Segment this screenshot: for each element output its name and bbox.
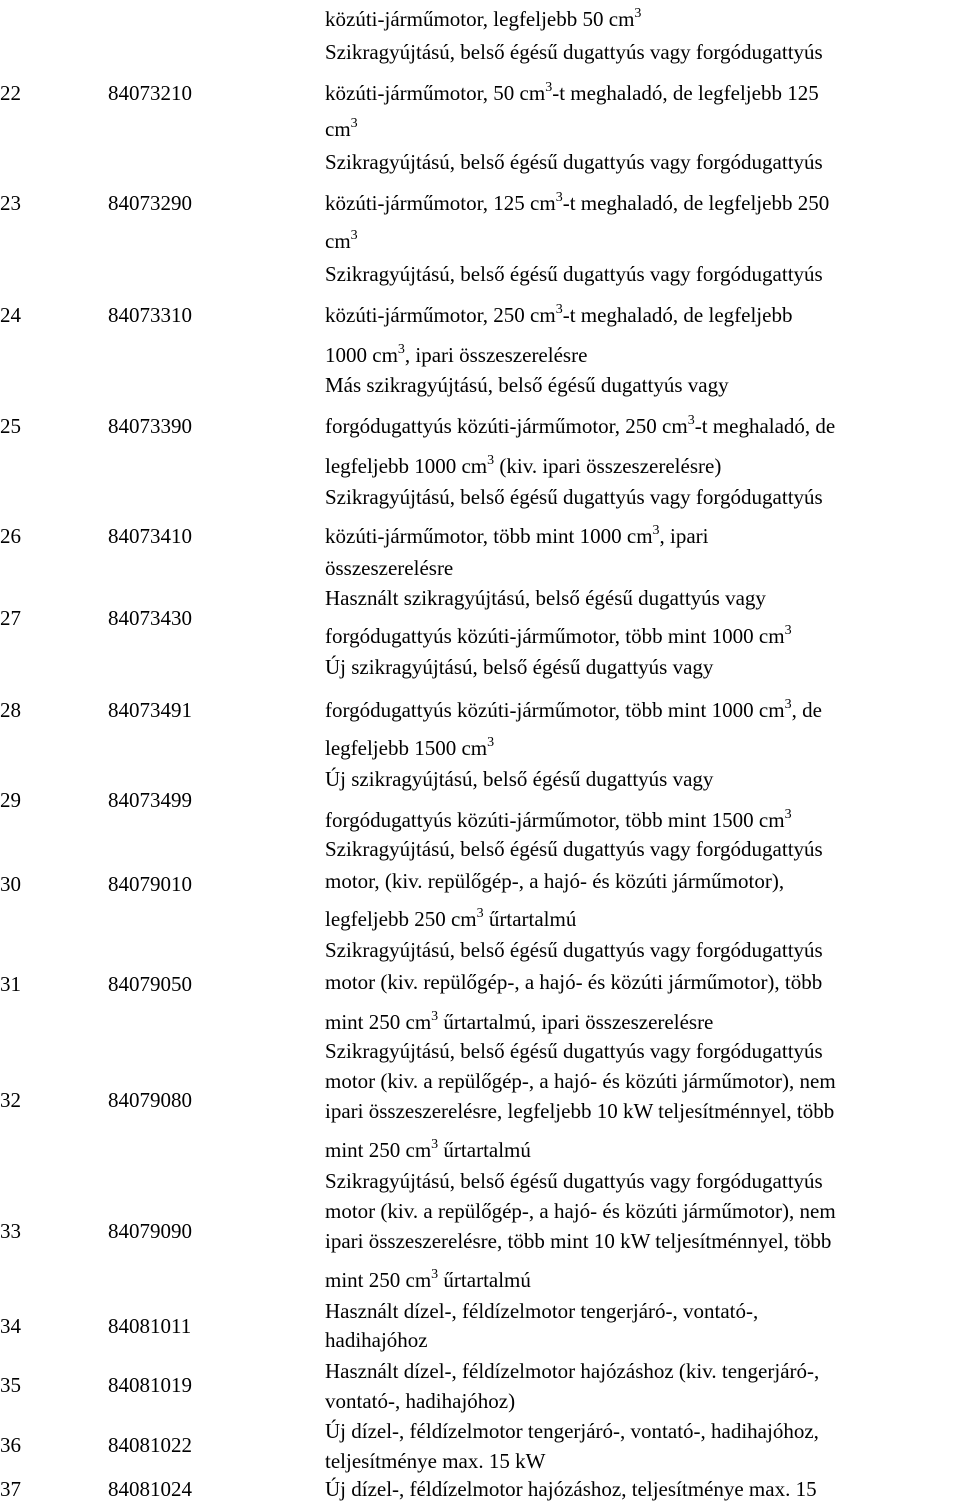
row-number: 32 xyxy=(0,1088,21,1112)
tariff-code: 84079010 xyxy=(108,872,192,896)
row-description-line: teljesítménye max. 15 kW xyxy=(325,1449,546,1473)
row-number: 30 xyxy=(0,872,21,896)
row-number: 36 xyxy=(0,1433,21,1457)
row-number: 28 xyxy=(0,698,21,722)
row-description-line: mint 250 $cm^3$ űrtartalmú xyxy=(325,1137,531,1162)
row-number: 29 xyxy=(0,788,21,812)
row-description-line: Szikragyújtású, belső égésű dugattyús vagy forgódugattyús xyxy=(325,262,823,286)
row-description-line: Szikragyújtású, belső égésű dugattyús vagy forgódugattyús xyxy=(325,837,823,861)
row-number: 35 xyxy=(0,1373,21,1397)
row-description-line: közúti-járműmotor, 125 $cm^3-t$ meghaladó, de legfeljebb 250 xyxy=(325,190,830,215)
row-number: 34 xyxy=(0,1314,21,1338)
row-description-line: vontató-, hadihajóhoz) xyxy=(325,1389,516,1413)
tariff-code: 84079050 xyxy=(108,972,192,996)
row-description-line: közúti-járműmotor, 250 $cm^3-t$ meghaladó, de legfeljebb xyxy=(325,302,793,327)
row-description-line: Használt dízel-, féldízelmotor tengerjáró-, vontató-, xyxy=(325,1299,759,1323)
tariff-code: 84073390 xyxy=(108,414,192,438)
row-number: 26 xyxy=(0,524,21,548)
row-number: 27 xyxy=(0,606,21,630)
tariff-code: 84073210 xyxy=(108,81,192,105)
row-description-line: Szikragyújtású, belső égésű dugattyús vagy forgódugattyús xyxy=(325,1039,823,1063)
row-description-line: Szikragyújtású, belső égésű dugattyús vagy forgódugattyús xyxy=(325,150,823,174)
tariff-code: 84081019 xyxy=(108,1373,192,1397)
row-description-line: legfeljebb 1000 $cm^3$ (kiv. ipari összeszerelésre) xyxy=(325,453,722,478)
row-description-line: forgódugattyús közúti-járműmotor, több mint 1500 $cm^3$ xyxy=(325,807,792,832)
row-description-line: Szikragyújtású, belső égésű dugattyús vagy forgódugattyús xyxy=(325,485,823,509)
tariff-code: 84073290 xyxy=(108,191,192,215)
row-description-line: ipari összeszerelésre, több mint 10 kW teljesítménnyel, több xyxy=(325,1229,832,1253)
row-description-line: legfeljebb 250 $cm^3$ űrtartalmú xyxy=(325,906,577,931)
row-description-line: hadihajóhoz xyxy=(325,1328,428,1352)
row-description-line: $cm^3$ xyxy=(325,116,358,141)
row-number: 25 xyxy=(0,414,21,438)
row-description-line: motor (kiv. a repülőgép-, a hajó- és közúti járműmotor), nem xyxy=(325,1069,836,1093)
row-description-line: forgódugattyús közúti-járműmotor, 250 $cm^3-t$ meghaladó, de xyxy=(325,413,836,438)
tariff-code: 84081024 xyxy=(108,1477,192,1501)
row-number: 33 xyxy=(0,1219,21,1243)
row-description-line: Új dízel-, féldízelmotor tengerjáró-, vontató-, hadihajóhoz, xyxy=(325,1419,819,1443)
row-description-line: Új dízel-, féldízelmotor hajózáshoz, teljesítménye max. 15 xyxy=(325,1477,817,1501)
row-description-line: forgódugattyús közúti-járműmotor, több mint 1000 $cm^3$ xyxy=(325,623,792,648)
row-description-line: ipari összeszerelésre, legfeljebb 10 kW teljesítménnyel, több xyxy=(325,1099,835,1123)
row-description-line: Új szikragyújtású, belső égésű dugattyús vagy xyxy=(325,655,714,679)
row-number: 24 xyxy=(0,303,21,327)
tariff-code: 84081011 xyxy=(108,1314,192,1338)
row-description-line: Szikragyújtású, belső égésű dugattyús vagy forgódugattyús xyxy=(325,938,823,962)
row-description-line: forgódugattyús közúti-járműmotor, több mint 1000 $cm^3$, de xyxy=(325,697,822,722)
row-description-line: $cm^3$ xyxy=(325,228,358,253)
row-description-line: közúti-járműmotor, 50 $cm^3-t$ meghaladó, de legfeljebb 125 xyxy=(325,80,819,105)
tariff-code: 84081022 xyxy=(108,1433,192,1457)
row-description-line: Szikragyújtású, belső égésű dugattyús vagy forgódugattyús xyxy=(325,40,823,64)
tariff-code: 84073310 xyxy=(108,303,192,327)
row-description-line: Használt dízel-, féldízelmotor hajózáshoz (kiv. tengerjáró-, xyxy=(325,1359,820,1383)
row-description-line: motor, (kiv. repülőgép-, a hajó- és közúti járműmotor), xyxy=(325,869,785,893)
row-number: 22 xyxy=(0,81,21,105)
row-number: 23 xyxy=(0,191,21,215)
row-description-line: motor (kiv. a repülőgép-, a hajó- és közúti járműmotor), nem xyxy=(325,1199,836,1223)
row-description-line: Szikragyújtású, belső égésű dugattyús vagy forgódugattyús xyxy=(325,1169,823,1193)
row-number: 31 xyxy=(0,972,21,996)
row-description-line: 1000 $cm^3$, ipari összeszerelésre xyxy=(325,342,588,367)
row-description-line: Új szikragyújtású, belső égésű dugattyús vagy xyxy=(325,767,714,791)
tariff-code: 84073430 xyxy=(108,606,192,630)
tariff-code: 84073410 xyxy=(108,524,192,548)
tariff-code: 84079090 xyxy=(108,1219,192,1243)
row-number: 37 xyxy=(0,1477,21,1501)
tariff-code: 84073491 xyxy=(108,698,192,722)
row-description-line: közúti-járműmotor, legfeljebb 50 $cm^3$ xyxy=(325,6,642,31)
row-description-line: motor (kiv. repülőgép-, a hajó- és közúti járműmotor), több xyxy=(325,970,823,994)
tariff-code: 84073499 xyxy=(108,788,192,812)
row-description-line: mint 250 $cm^3$ űrtartalmú xyxy=(325,1267,531,1292)
row-description-line: összeszerelésre xyxy=(325,556,454,580)
row-description-line: Más szikragyújtású, belső égésű dugattyús vagy xyxy=(325,373,729,397)
row-description-line: Használt szikragyújtású, belső égésű dugattyús vagy xyxy=(325,586,766,610)
tariff-code: 84079080 xyxy=(108,1088,192,1112)
row-description-line: legfeljebb 1500 $cm^3$ xyxy=(325,735,495,760)
row-description-line: közúti-járműmotor, több mint 1000 $cm^3$, ipari xyxy=(325,523,709,548)
row-description-line: mint 250 $cm^3$ űrtartalmú, ipari összeszerelésre xyxy=(325,1009,714,1034)
